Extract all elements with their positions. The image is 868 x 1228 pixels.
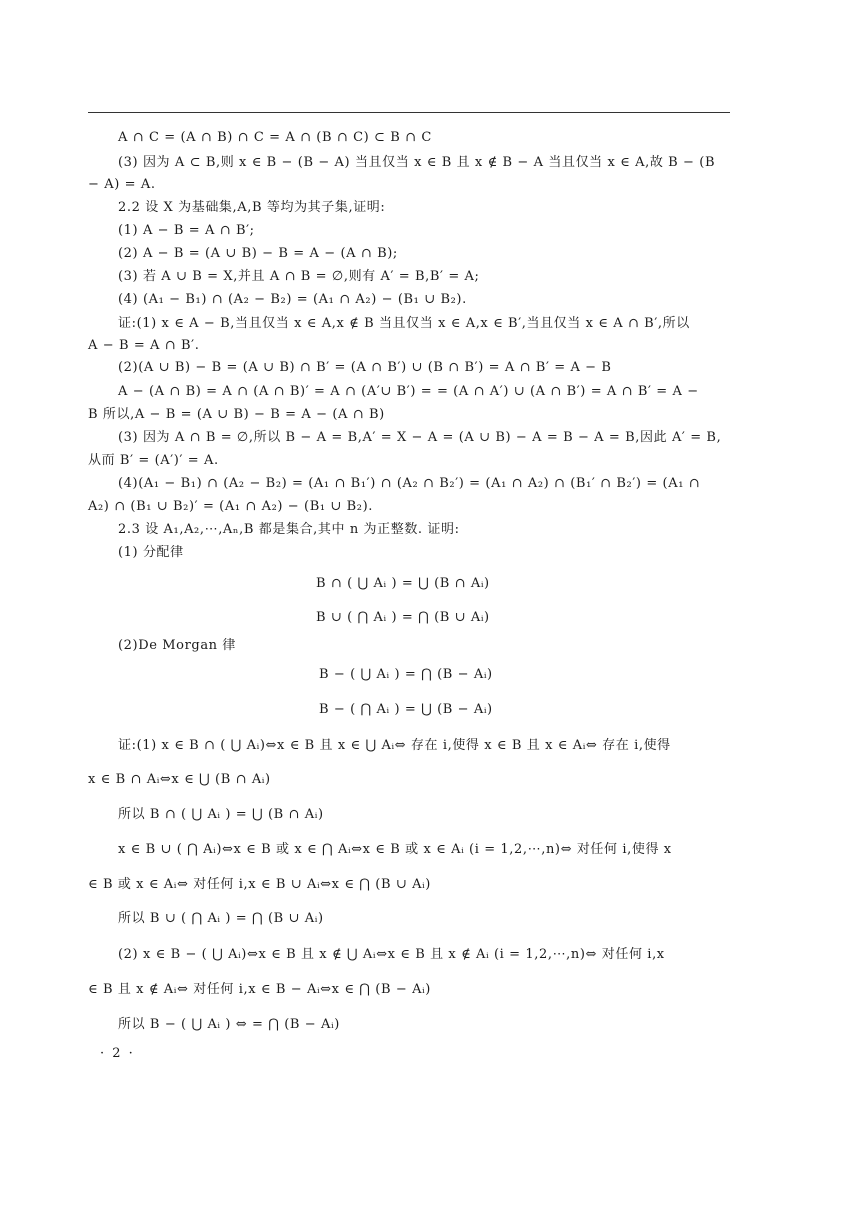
text-line: x ∈ B ∩ Aᵢ⇔x ∈ ⋃ (B ∩ Aᵢ) — [88, 772, 271, 787]
formula-line: B ∪ ( ⋂ Aᵢ ) = ⋂ (B ∪ Aᵢ) — [316, 610, 490, 625]
text-line: 2.3 设 A₁,A₂,⋯,Aₙ,B 都是集合,其中 n 为正整数. 证明: — [118, 522, 460, 537]
text-line: (3) 因为 A ∩ B = ∅,所以 B − A = B,A′ = X − A = (A ∪ B) − A = B − A = B,因此 A′ = B, — [118, 430, 722, 445]
text-line: (2)(A ∪ B) − B = (A ∪ B) ∩ B′ = (A ∩ B′) ∪ (B ∩ B′) = A ∩ B′ = A − B — [118, 360, 612, 375]
text-line: 所以 B ∩ ( ⋃ Aᵢ ) = ⋃ (B ∩ Aᵢ) — [118, 807, 324, 822]
page-number: · 2 · — [100, 1046, 135, 1061]
text-line: (1) 分配律 — [118, 545, 184, 560]
text-line: x ∈ B ∪ ( ⋂ Aᵢ)⇔x ∈ B 或 x ∈ ⋂ Aᵢ⇔x ∈ B 或 x ∈ Aᵢ (i = 1,2,⋯,n)⇔ 对任何 i,使得 x — [118, 842, 672, 857]
formula-line: B ∩ ( ⋃ Aᵢ ) = ⋃ (B ∩ Aᵢ) — [316, 576, 490, 591]
header-rule — [88, 112, 730, 113]
text-line: ∈ B 或 x ∈ Aᵢ⇔ 对任何 i,x ∈ B ∪ Aᵢ⇔x ∈ ⋂ (B ∪ Aᵢ) — [88, 877, 431, 892]
text-line: 证:(1) x ∈ B ∩ ( ⋃ Aᵢ)⇔x ∈ B 且 x ∈ ⋃ Aᵢ⇔ 存在 i,使得 x ∈ B 且 x ∈ Aᵢ⇔ 存在 i,使得 — [118, 738, 671, 753]
text-line: (3) 因为 A ⊂ B,则 x ∈ B − (B − A) 当且仅当 x ∈ B 且 x ∉ B − A 当且仅当 x ∈ A,故 B − (B — [118, 155, 716, 170]
text-line: 2.2 设 X 为基础集,A,B 等均为其子集,证明: — [118, 200, 386, 215]
text-line: 证:(1) x ∈ A − B,当且仅当 x ∈ A,x ∉ B 当且仅当 x ∈ A,x ∈ B′,当且仅当 x ∈ A ∩ B′,所以 — [118, 316, 690, 331]
text-line: (2) x ∈ B − ( ⋃ Aᵢ)⇔x ∈ B 且 x ∉ ⋃ Aᵢ⇔x ∈ B 且 x ∉ Aᵢ (i = 1,2,⋯,n)⇔ 对任何 i,x — [118, 947, 665, 962]
formula-line: B − ( ⋃ Aᵢ ) = ⋂ (B − Aᵢ) — [319, 667, 493, 682]
text-line: A − B = A ∩ B′. — [88, 338, 200, 353]
text-line: A − (A ∩ B) = A ∩ (A ∩ B)′ = A ∩ (A′∪ B′) = = (A ∩ A′) ∪ (A ∩ B′) = A ∩ B′ = A − — [118, 384, 699, 399]
text-line: ∈ B 且 x ∉ Aᵢ⇔ 对任何 i,x ∈ B − Aᵢ⇔x ∈ ⋂ (B − Aᵢ) — [88, 982, 431, 997]
text-line: (2) A − B = (A ∪ B) − B = A − (A ∩ B); — [118, 246, 398, 261]
text-line: (4) (A₁ − B₁) ∩ (A₂ − B₂) = (A₁ ∩ A₂) − (B₁ ∪ B₂). — [118, 292, 467, 307]
formula-line: B − ( ⋂ Aᵢ ) = ⋃ (B − Aᵢ) — [319, 702, 493, 717]
text-line: 所以 B ∪ ( ⋂ Aᵢ ) = ⋂ (B ∪ Aᵢ) — [118, 911, 324, 926]
text-line: 所以 B − ( ⋃ Aᵢ ) ⇔ = ⋂ (B − Aᵢ) — [118, 1017, 340, 1032]
text-line: (1) A − B = A ∩ B′; — [118, 223, 255, 238]
text-line: (2)De Morgan 律 — [118, 638, 236, 653]
text-line: 从而 B′ = (A′)′ = A. — [88, 453, 219, 468]
text-line: B 所以,A − B = (A ∪ B) − B = A − (A ∩ B) — [88, 407, 385, 422]
text-line: (4)(A₁ − B₁) ∩ (A₂ − B₂) = (A₁ ∩ B₁′) ∩ (A₂ ∩ B₂′) = (A₁ ∩ A₂) ∩ (B₁′ ∩ B₂′) = (A₁ ∩ — [118, 476, 701, 491]
text-line: A ∩ C = (A ∩ B) ∩ C = A ∩ (B ∩ C) ⊂ B ∩ C — [118, 130, 432, 145]
text-line: A₂) ∩ (B₁ ∪ B₂)′ = (A₁ ∩ A₂) − (B₁ ∪ B₂). — [88, 499, 373, 514]
text-line: − A) = A. — [88, 177, 156, 192]
text-line: (3) 若 A ∪ B = X,并且 A ∩ B = ∅,则有 A′ = B,B′ = A; — [118, 269, 480, 284]
